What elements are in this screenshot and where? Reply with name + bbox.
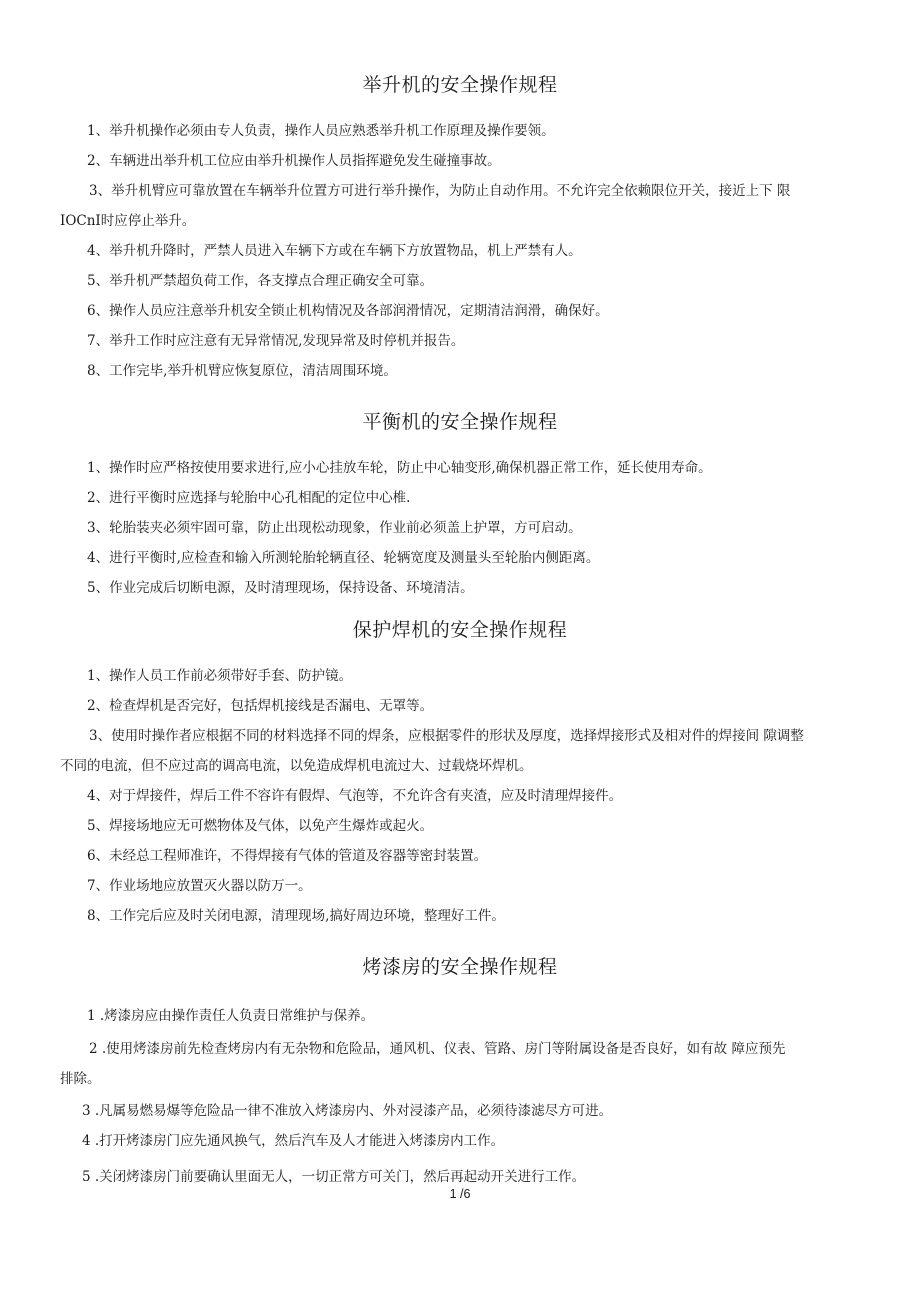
balancer-item-4: 4、进行平衡时,应检查和输入所测轮胎轮辆直径、轮辆宽度及测量头至轮胎内侧距离。 <box>87 550 600 566</box>
lift-item-6: 6、操作人员应注意举升机安全锁止机构情况及各部润滑情况，定期清洁润滑，确保好。 <box>87 303 609 319</box>
booth-item-2: 2 .使用烤漆房前先检查烤房内有无杂物和危险品，通风机、仪表、管路、房门等附属设备是否良好，如有故 障应预先 <box>89 1041 786 1057</box>
welder-item-1: 1、操作人员工作前必须带好手套、防护镜。 <box>87 668 353 684</box>
section-title-paint-booth: 烤漆房的安全操作规程 <box>362 956 558 978</box>
lift-item-3: 3、举升机臂应可靠放置在车辆举升位置方可进行举升操作，为防止自动作用。不允许完全依赖限位开关，接近上下 限 <box>89 183 791 199</box>
booth-item-1: 1 .烤漆房应由操作责任人负责日常维护与保养。 <box>87 1008 375 1024</box>
page-number: 1 /6 <box>449 1187 471 1201</box>
welder-item-5: 5、焊接场地应无可燃物体及气体，以免产生爆炸或起火。 <box>87 818 434 834</box>
welder-item-8: 8、工作完后应及时关闭电源，清理现场,搞好周边环境，整理好工件。 <box>87 908 505 924</box>
booth-item-3: 3 .凡属易燃易爆等危险品一律不准放入烤漆房内、外对浸漆产品，必须待漆滤尽方可进。 <box>82 1103 613 1119</box>
balancer-item-2: 2、进行平衡时应选择与轮胎中心孔相配的定位中心椎. <box>87 490 411 506</box>
booth-item-2-cont: 排除。 <box>60 1071 101 1087</box>
welder-item-3: 3、使用时操作者应根据不同的材料选择不同的焊条，应根据零件的形状及厚度，选择焊接形式及相对件的焊接间 隙调整 <box>89 728 804 744</box>
lift-item-1: 1、举升机操作必须由专人负责，操作人员应熟悉举升机工作原理及操作要领。 <box>87 123 555 139</box>
booth-item-4: 4 .打开烤漆房门应先通风换气，然后汽车及人才能进入烤漆房内工作。 <box>82 1133 505 1149</box>
section-title-lift: 举升机的安全操作规程 <box>362 74 558 96</box>
welder-item-3-cont: 不同的电流，但不应过高的调高电流，以免造成焊机电流过大、过载烧坏焊机。 <box>60 758 533 774</box>
balancer-item-3: 3、轮胎装夹必须牢固可靠，防止出现松动现象，作业前必须盖上护罩，方可启动。 <box>87 520 582 536</box>
lift-item-8: 8、工作完毕,举升机臂应恢复原位，清洁周围环境。 <box>87 363 397 379</box>
lift-item-2: 2、车辆进出举升机工位应由举升机操作人员指挥避免发生碰撞事故。 <box>87 153 501 169</box>
welder-item-2: 2、检查焊机是否完好，包括焊机接线是否漏电、无罩等。 <box>87 698 434 714</box>
lift-item-5: 5、举升机严禁超负荷工作，各支撑点合理正确安全可靠。 <box>87 273 434 289</box>
welder-item-6: 6、未经总工程师准许，不得焊接有气体的管道及容器等密封装置。 <box>87 848 488 864</box>
balancer-item-1: 1、操作时应严格按使用要求进行,应小心挂放车轮，防止中心轴变形,确保机器正常工作，延长使用寿命。 <box>87 460 712 476</box>
balancer-item-5: 5、作业完成后切断电源，及时清理现场，保持设备、环境清洁。 <box>87 580 474 596</box>
booth-item-5: 5 .关闭烤漆房门前要确认里面无人，一切正常方可关门，然后再起动开关进行工作。 <box>82 1169 586 1185</box>
lift-item-3-cont: IOCnI时应停止举升。 <box>60 213 196 229</box>
lift-item-7: 7、举升工作时应注意有无异常情况,发现异常及时停机并报告。 <box>87 333 465 349</box>
welder-item-7: 7、作业场地应放置灭火器以防万一。 <box>87 878 312 894</box>
section-title-balancer: 平衡机的安全操作规程 <box>362 411 558 433</box>
lift-item-4: 4、举升机升降时，严禁人员进入车辆下方或在车辆下方放置物品，机上严禁有人。 <box>87 243 582 259</box>
section-title-welder: 保护焊机的安全操作规程 <box>352 619 568 641</box>
welder-item-4: 4、对于焊接件，焊后工件不容许有假焊、气泡等，不允许含有夹渣，应及时清理焊接件。 <box>87 788 623 804</box>
